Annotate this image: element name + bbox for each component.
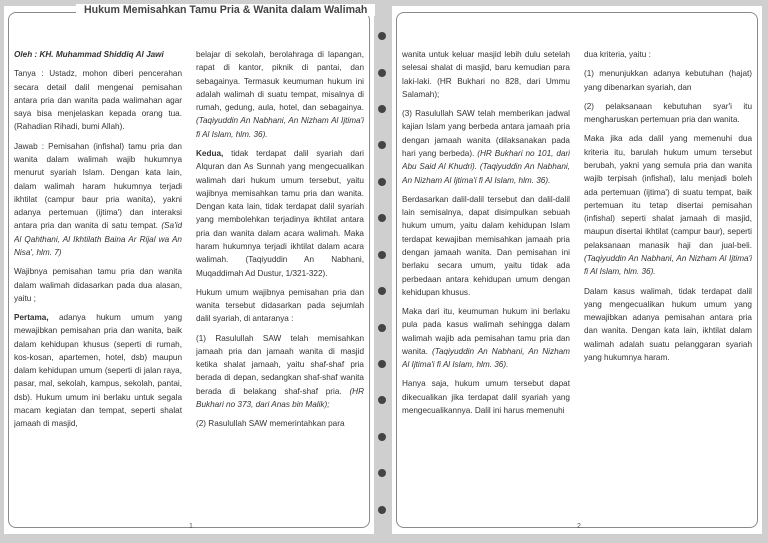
exception-reference: (Taqiyuddin An Nabhani, An Nizham Al Ijtima'i fi Al Islam, hlm. 36). — [584, 253, 752, 277]
evidence-1-reference: (HR Bukhari no 373, dari Anas bin Malik); — [196, 386, 364, 410]
answer-text: Jawab : Pemisahan (infishal) tamu pria dan wanita dalam walimah wajib hukumnya menurut syariah Islam. Dengan kata lain, dalam walimah haram hukumnya terjadi ikhtilat (campur baur pria wanita), yakni adanya pertemuan (ijtima') dan interaksi antara pria dan wanita di satu tempat. — [14, 141, 182, 231]
binding-ring — [378, 178, 386, 186]
evidence-2-start: (2) Rasulullah SAW memerintahkan para — [196, 419, 345, 429]
column-1 — [14, 48, 182, 510]
final-paragraph: Dalam kasus walimah, tidak terdapat dalil yang mengecualikan hukum umum yang mewajibkan adanya pemisahan antara pria dan wanita. Dengan kata lain, ikhtilat dalam walimah adalah suatu pelanggaran syariah yang hukumnya haram. — [584, 286, 752, 362]
binding-ring — [378, 324, 386, 332]
binding-ring — [378, 433, 386, 441]
binding-ring — [378, 251, 386, 259]
binding-ring — [378, 396, 386, 404]
column-4 — [584, 48, 752, 510]
answer-reference: (Sa'id Al Qahthani, Al Ikhtilath Baina Ar Rijal wa An Nisa', hlm. 7) — [14, 221, 182, 257]
page-left-columns — [14, 48, 364, 510]
first-reason-text: adanya hukum umum yang mewajibkan pemisahan pria dan wanita, baik dalam kehidupan khusus (seperti di rumah, kos-kosan, apartemen, hotel, dsb) maupun dalam kehidupan umum (seperti di jalan raya, pasar, mal, sekolah, kampus, sekolah, pantai, dsb). Hukum umum ini berlaku untuk segala macam kegiatan dan tempat, seperti shalat jamaah di masjid, — [14, 313, 182, 429]
binding-ring — [378, 141, 386, 149]
first-reason-lead: Pertama, — [14, 313, 49, 323]
binding-ring — [378, 32, 386, 40]
continuation-paragraph — [196, 48, 364, 141]
walimah-application-text: Maka dari itu, keumuman hukum ini berlaku pula pada kasus walimah sehingga dalam walimah wajib ada pemisahan tamu pria dan wanita. — [402, 307, 570, 356]
page-number: 1 — [189, 523, 193, 530]
binding-spine — [376, 18, 388, 528]
evidence-1 — [196, 332, 364, 412]
walimah-application — [402, 305, 570, 371]
page-right — [392, 6, 762, 534]
binding-ring — [378, 105, 386, 113]
exception-text: Maka jika ada dalil yang memenuhi dua kriteria itu, barulah hukum umum tersebut berubah, yakni yang semula pria dan wanita wajib terpisah (infishal), lalu menjadi boleh ada pertemuan (ijtima') di suatu tempat, baik pertemuan itu tetap disertai pemisahan (infishal) seperti shalat jamaah di masjid, maupun disertai ikhtilat (campur baur), seperti pelaksanaan manasik haji dan jual-beli. — [584, 134, 752, 250]
second-reason-lead: Kedua, — [196, 148, 224, 158]
answer-paragraph — [14, 140, 182, 260]
reasons-intro: Wajibnya pemisahan tamu pria dan wanita dalam walimah didasarkan pada dua alasan, yaitu ; — [14, 267, 182, 303]
binding-ring — [378, 360, 386, 368]
page-number: 2 — [577, 523, 581, 530]
continuation-text: belajar di sekolah, berolahraga di lapangan, rapat di kantor, piknik di pantai, dan sebagainya. Termasuk keumuman hukum ini adalah walimah di suatu tempat, misalnya di rumah, gedung, aula, hotel, dan sebagainya. — [196, 50, 364, 113]
evidence-3 — [402, 107, 570, 187]
evidence-1-text: (1) Rasulullah SAW telah memisahkan jamaah pria dan jamaah wanita di masjid ketika shalat jamaah, yaitu shaf-shaf pria berada di depan, sedangkan shaf-shaf wanita berada di belakang shaf-shaf pria. — [196, 333, 364, 396]
walimah-application-reference: (Taqiyuddin An Nabhani, An Nizham Al Ijtima'i fi Al Islam, hlm. 36). — [402, 346, 570, 370]
page-left — [4, 6, 374, 534]
column-2 — [196, 48, 364, 510]
conclusion-paragraph: Berdasarkan dalil-dalil tersebut dan dalil-dalil lain semisalnya, dapat disimpulkan sebuah hukum umum, yaitu dalam kehidupan Islam terdapat kewajiban memisahkan jamaah pria dengan jamaah wanita. Dan pemisahan ini berlaku secara umum, yaitu tidak ada perbedaan antara kehidupan umum dengan kehidupan khusus. — [402, 194, 570, 297]
second-reason-text: tidak terdapat dalil syariah dari Alquran dan As Sunnah yang mengecualikan walimah dari hukum umum tersebut, yaitu wajibnya memisahkan tamu pria dan wanita. Dengan kata lain, tidak terdapat dalil syariah yang membolehkan terjadinya ikhtilat antara pria dan wanita dalam acara walimah. Maka haram hukumnya terjadi ikhtilat dalam acara walimah. (Taqiyuddin An Nabhani, Muqaddimah Ad Dustur, 1/321-322). — [196, 148, 364, 278]
first-reason-paragraph — [14, 311, 182, 431]
binding-ring — [378, 469, 386, 477]
second-reason-paragraph — [196, 147, 364, 280]
binding-ring — [378, 506, 386, 514]
evidence-2-end: wanita untuk keluar masjid lebih dulu setelah selesai shalat di masjid, baru kemudian para laki-laki. (HR Bukhari no 828, dari Ummu Salamah); — [402, 50, 570, 99]
binding-ring — [378, 69, 386, 77]
evidence-3-reference: (HR Bukhari no 101, dari Abu Said Al Khudri). (Taqiyuddin An Nabhani, An Nizham Al Ijtima'i fi Al Islam, hlm. 36). — [402, 148, 570, 185]
criterion-1: (1) menunjukkan adanya kebutuhan (hajat) yang dibenarkan syariah, dan — [584, 69, 752, 92]
evidence-intro: Hukum umum wajibnya pemisahan pria dan wanita tersebut didasarkan pada sejumlah dalil syariah, di antaranya : — [196, 287, 364, 324]
criterion-2: (2) pelaksanaan kebutuhan syar'i itu mengharuskan pertemuan pria dan wanita. — [584, 101, 752, 125]
page-right-columns — [402, 48, 752, 510]
binding-ring — [378, 287, 386, 295]
question-paragraph: Tanya : Ustadz, mohon diberi pencerahan secara detail dalil mengenai pemisahan antara pria dan wanita pada walimahan agar saya bisa menjelaskan kepada orang tua. (Rahadian Rihadi, bumi Allah). — [14, 69, 182, 132]
continuation-reference: (Taqiyuddin An Nabhani, An Nizham Al Ijtima'i fi Al Islam, hlm. 36). — [196, 116, 364, 139]
page-title: Hukum Memisahkan Tamu Pria & Wanita dalam Walimah — [76, 4, 375, 16]
evidence-3-text: (3) Rasulullah SAW telah memberikan jadwal kajian Islam yang berbeda antara jamaah pria dengan jamaah wanita (dilaksanakan pada hari yang berbeda). — [402, 109, 570, 158]
criteria-intro: dua kriteria, yaitu : — [584, 50, 651, 59]
column-3 — [402, 48, 570, 510]
author-line: Oleh : KH. Muhammad Shiddiq Al Jawi — [14, 50, 164, 59]
exception-intro: Hanya saja, hukum umum tersebut dapat dikecualikan jika terdapat dalil syariah yang mengecualikannya. Dalil ini harus memenuhi — [402, 379, 570, 416]
binding-ring — [378, 214, 386, 222]
exception-paragraph — [584, 132, 752, 278]
